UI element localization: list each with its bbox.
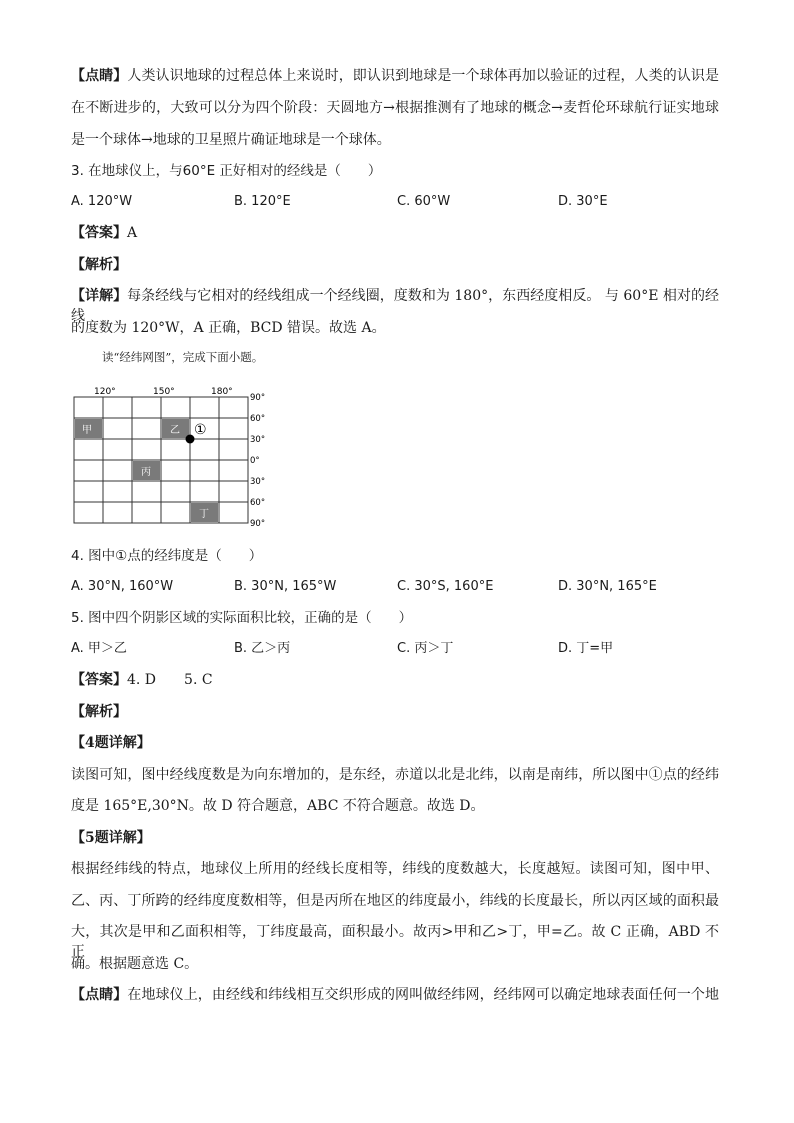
q3-option-d: D. 30°E bbox=[558, 194, 608, 209]
q5-option-b: B. 乙＞丙 bbox=[234, 641, 291, 656]
q4-option-b: B. 30°N, 165°W bbox=[234, 579, 337, 594]
q3-analysis-tag: 【解析】 bbox=[71, 257, 127, 273]
longitude-label-150: 150° bbox=[153, 387, 175, 397]
shaded-cell-jia bbox=[75, 419, 102, 438]
cell-label-ding: 丁 bbox=[199, 509, 209, 520]
figure-caption: 读“经纬网图”，完成下面小题。 bbox=[102, 350, 264, 364]
latitude-label-90n: 90° bbox=[250, 393, 266, 403]
q3-option-a: A. 120°W bbox=[71, 194, 133, 209]
q4-stem: 4. 图中①点的经纬度是（ ） bbox=[71, 548, 263, 564]
d5-line-4: 确。根据题意选 C。 bbox=[71, 956, 199, 972]
cell-label-yi: 乙 bbox=[170, 425, 180, 436]
latitude-label-0: 0° bbox=[250, 456, 260, 466]
answer-value: 4. D 5. C bbox=[127, 672, 213, 688]
detail-text-1: 每条经线与它相对的经线组成一个经线圈，度数和为 180°，东西经度相反。 与 60°E 相对的经线 bbox=[71, 288, 720, 324]
q5-stem: 5. 图中四个阴影区域的实际面积比较，正确的是（ ） bbox=[71, 610, 413, 626]
q3-option-b: B. 120°E bbox=[234, 194, 291, 209]
d5-line-1: 根据经纬线的特点，地球仪上所用的经线长度相等，纬线的度数越大，长度越短。读图可知，图中甲、 bbox=[71, 861, 719, 877]
d4-line-2: 度是 165°E,30°N。故 D 符合题意，ABC 不符合题意。故选 D。 bbox=[71, 798, 485, 814]
lat-long-grid-figure bbox=[70, 382, 280, 530]
tip1-tag: 【点睛】 bbox=[71, 68, 128, 84]
cell-label-bing: 丙 bbox=[141, 467, 151, 478]
q4-option-c: C. 30°S, 160°E bbox=[397, 579, 494, 594]
tip1-line-2: 在不断进步的，大致可以分为四个阶段：天圆地方→根据推测有了地球的概念→麦哲伦环球航行证实地球 bbox=[71, 100, 719, 116]
q5-option-a: A. 甲＞乙 bbox=[71, 641, 127, 656]
tip2-text: 在地球仪上，由经线和纬线相互交织形成的网叫做经纬网，经纬网可以确定地球表面任何一个地 bbox=[127, 987, 720, 1003]
detail-tag: 【详解】 bbox=[71, 288, 128, 304]
latitude-label-60s: 60° bbox=[250, 498, 266, 508]
d4-tag: 【4题详解】 bbox=[71, 735, 151, 751]
answer-tag: 【答案】 bbox=[71, 672, 127, 688]
q3-option-c: C. 60°W bbox=[397, 194, 451, 209]
longitude-label-120: 120° bbox=[94, 387, 116, 397]
latitude-label-30s: 30° bbox=[250, 477, 266, 487]
q3-detail-line-2: 的度数为 120°W，A 正确，BCD 错误。故选 A。 bbox=[71, 320, 386, 336]
q45-answer bbox=[71, 670, 213, 690]
d4-line-1: 读图可知，图中经线度数是为向东增加的，是东经，赤道以北是北纬，以南是南纬，所以图中①点的经纬 bbox=[71, 767, 719, 783]
shaded-cell-bing bbox=[133, 461, 160, 480]
latitude-label-90s: 90° bbox=[250, 519, 266, 529]
q4-option-d: D. 30°N, 165°E bbox=[558, 579, 657, 594]
q5-option-d: D. 丁=甲 bbox=[558, 641, 614, 656]
tip2-line-1 bbox=[71, 985, 719, 1005]
latitude-label-60n: 60° bbox=[250, 414, 266, 424]
cell-label-jia: 甲 bbox=[82, 425, 92, 436]
q5-option-c: C. 丙＞丁 bbox=[397, 641, 454, 656]
longitude-label-180: 180° bbox=[211, 387, 233, 397]
q3-stem: 3. 在地球仪上，与60°E 正好相对的经线是（ ） bbox=[71, 163, 382, 179]
tip1-text-1: 人类认识地球的过程总体上来说时，即认识到地球是一个球体再加以验证的过程，人类的认识是 bbox=[127, 68, 720, 84]
tip1-line-1 bbox=[71, 66, 719, 86]
d5-tag: 【5题详解】 bbox=[71, 830, 151, 846]
q3-answer bbox=[71, 223, 137, 243]
d5-line-3: 大，其次是甲和乙面积相等，丁纬度最高，面积最小。故丙>甲和乙>丁，甲=乙。故 C 正确，ABD 不正 bbox=[71, 924, 719, 960]
shaded-cell-ding bbox=[191, 503, 218, 522]
q45-analysis-tag: 【解析】 bbox=[71, 704, 127, 720]
shaded-cell-yi bbox=[162, 419, 189, 438]
tip2-tag: 【点睛】 bbox=[71, 987, 128, 1003]
answer-value: A bbox=[127, 225, 138, 241]
d5-line-2: 乙、丙、丁所跨的经纬度度数相等，但是丙所在地区的纬度最小，纬线的长度最长，所以丙区域的面积最 bbox=[71, 893, 719, 909]
q4-option-a: A. 30°N, 160°W bbox=[71, 579, 174, 594]
answer-tag: 【答案】 bbox=[71, 225, 127, 241]
tip1-line-3: 是一个球体→地球的卫星照片确证地球是一个球体。 bbox=[71, 132, 391, 148]
grid-lines bbox=[74, 397, 248, 523]
latitude-label-30n: 30° bbox=[250, 435, 266, 445]
point-1-label: ① bbox=[194, 422, 207, 438]
